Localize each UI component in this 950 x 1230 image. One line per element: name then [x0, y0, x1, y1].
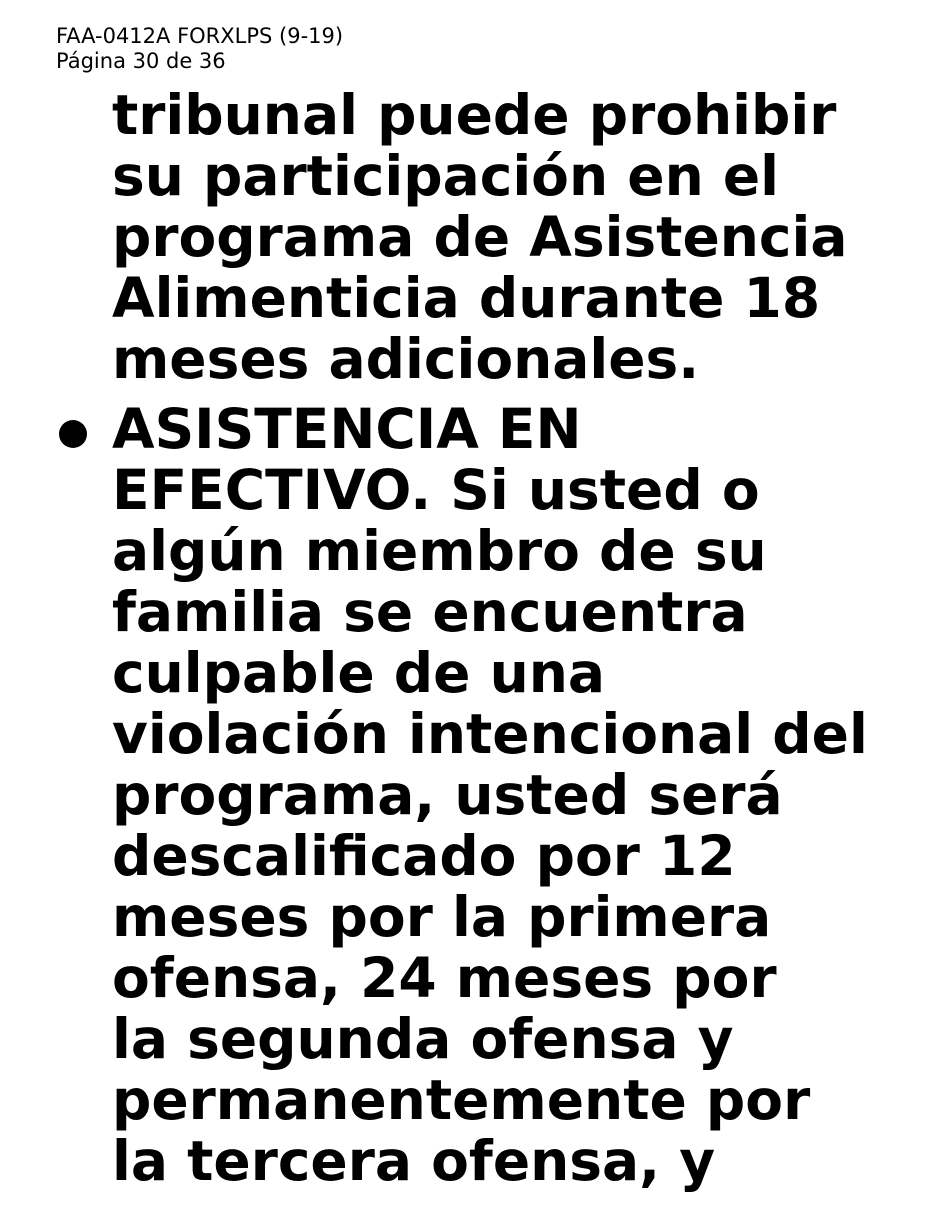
text-line: algún miembro de su [112, 519, 767, 583]
text-line: descalificado por 12 [112, 824, 736, 888]
text-line: culpable de una [112, 641, 606, 705]
text-line: programa de Asistencia [112, 205, 848, 269]
text-line: familia se encuentra [112, 580, 748, 644]
text-line: programa, usted será [112, 763, 783, 827]
paragraph-continuation [112, 85, 942, 390]
text-line: Alimenticia durante 18 [112, 266, 821, 330]
form-id: FAA-0412A FORXLPS (9-19) [56, 24, 344, 48]
text-line: ASISTENCIA EN [112, 397, 582, 461]
text-line: permanentemente por [112, 1068, 811, 1132]
text-line: meses por la primera [112, 885, 772, 949]
text-line: tribunal puede prohibir [112, 83, 837, 147]
bullet-item-cash-assistance [112, 399, 942, 1192]
text-line: violación intencional del [112, 702, 868, 766]
page-header [56, 24, 343, 74]
text-line: meses adicionales. [112, 327, 700, 391]
bullet-dot-icon [59, 420, 87, 448]
text-line: la segunda ofensa y [112, 1007, 734, 1071]
text-line: su participación en el [112, 144, 780, 208]
page-indicator: Página 30 de 36 [56, 49, 226, 73]
text-line: ofensa, 24 meses por [112, 946, 777, 1010]
text-line: la tercera ofensa, y [112, 1129, 716, 1193]
text-line: EFECTIVO. Si usted o [112, 458, 760, 522]
